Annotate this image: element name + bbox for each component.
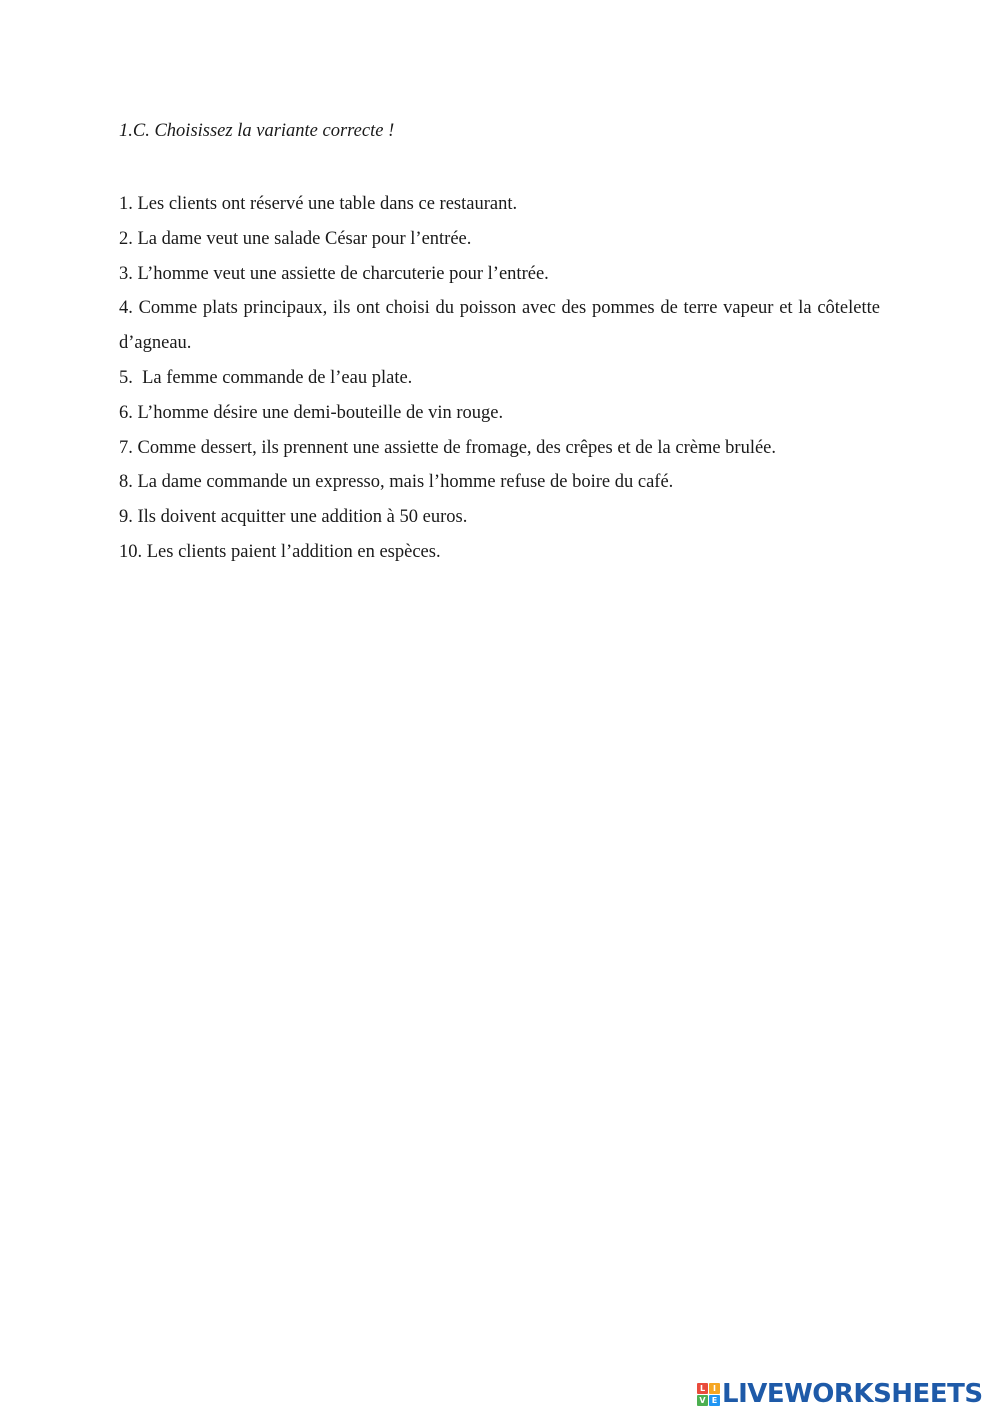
exercise-instruction: 1.C. Choisissez la variante correcte ! [119, 121, 395, 141]
logo-text: LIVEWORKSHEETS [722, 1379, 983, 1409]
logo-icon [697, 1383, 720, 1406]
list-item: 8. La dame commande un expresso, mais l’homme refuse de boire du café. [119, 472, 674, 493]
logo-tile: E [709, 1395, 720, 1406]
list-item: 7. Comme dessert, ils prennent une assiette de fromage, des crêpes et de la crème brulée. [119, 437, 777, 458]
list-item: 10. Les clients paient l’addition en espèces. [119, 541, 441, 562]
list-item: 6. L’homme désire une demi-bouteille de vin rouge. [119, 402, 504, 423]
list-item: 1. Les clients ont réservé une table dans ce restaurant. [119, 194, 518, 214]
list-item: 3. L’homme veut une assiette de charcuterie pour l’entrée. [119, 263, 549, 284]
list-item: 2. La dame veut une salade César pour l’entrée. [119, 228, 472, 249]
list-item: 9. Ils doivent acquitter une addition à 50 euros. [119, 507, 468, 528]
logo-tile: V [697, 1395, 708, 1406]
logo-tile: L [697, 1383, 708, 1394]
sentence-list [119, 187, 880, 570]
logo-tile: I [709, 1383, 720, 1394]
list-item: 4. Comme plats principaux, ils ont choisi du poisson avec des pommes de terre vapeur et la côtelette d’agneau. [119, 298, 880, 354]
liveworksheets-logo [697, 1379, 983, 1409]
list-item: 5. La femme commande de l’eau plate. [119, 367, 413, 388]
